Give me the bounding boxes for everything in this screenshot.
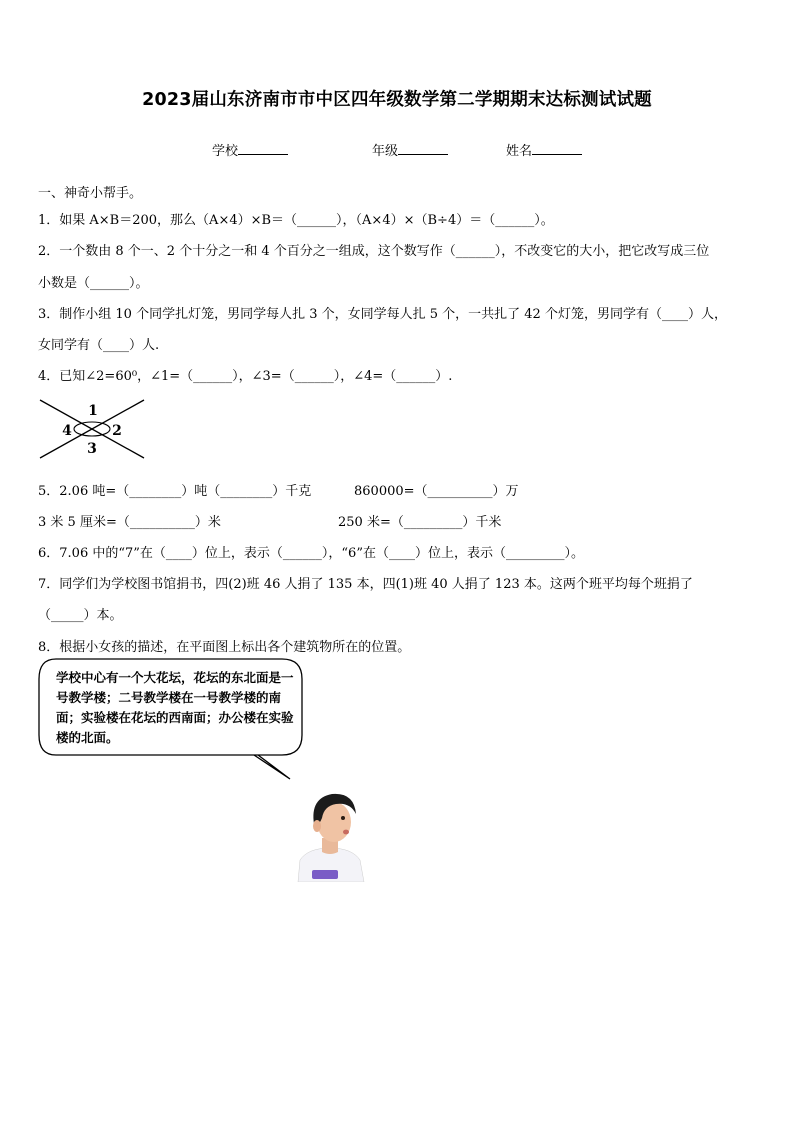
question-8: 8．根据小女孩的描述，在平面图上标出各个建筑物所在的位置。	[38, 640, 411, 655]
girl-shirt-print	[312, 870, 338, 879]
question-7-line-2: （_____）本。	[38, 608, 123, 623]
question-1: 1．如果 A×B＝200，那么（A×4）×B＝（______），（A×4）×（B÷4）＝（______）。	[38, 213, 554, 228]
name-label: 姓名	[506, 144, 533, 159]
angle-label-2: 2	[112, 423, 122, 439]
school-blank[interactable]	[238, 142, 288, 155]
name-blank[interactable]	[532, 142, 582, 155]
girl-illustration	[290, 788, 370, 882]
page-title: 2023届山东济南市市中区四年级数学第二学期期末达标测试试题	[142, 90, 652, 110]
question-2-line-1: 2．一个数由 8 个一、2 个十分之一和 4 个百分之一组成，这个数写作（______），不改变它的大小，把它改写成三位	[38, 244, 710, 259]
name-field	[506, 140, 582, 159]
section-heading: 一、神奇小帮手。	[38, 186, 143, 201]
question-6: 6．7.06 中的“7”在（____）位上，表示（______），“6”在（____）位上，表示（_________）。	[38, 546, 584, 561]
question-7-line-1: 7．同学们为学校图书馆捐书，四(2)班 46 人捐了 135 本，四(1)班 40 人捐了 123 本。这两个班平均每个班捐了	[38, 577, 693, 592]
girl-mouth	[343, 830, 349, 835]
grade-label: 年级	[372, 144, 399, 159]
girl-ear	[313, 820, 321, 832]
speech-bubble-text: 学校中心有一个大花坛，花坛的东北面是一号教学楼；二号教学楼在一号教学楼的南面；实验楼在花坛的西南面；办公楼在实验楼的北面。	[56, 670, 294, 745]
girl-eye	[341, 816, 345, 820]
angle-diagram	[36, 396, 152, 462]
angle-label-1: 1	[88, 403, 98, 419]
school-label: 学校	[212, 144, 239, 159]
question-5-line-1a: 5．2.06 吨=（________）吨（________）千克	[38, 484, 312, 499]
question-5-line-1b: 860000=（__________）万	[354, 484, 519, 499]
angle-label-3: 3	[87, 441, 97, 457]
question-3-line-2: 女同学有（____）人.	[38, 338, 160, 353]
grade-field	[372, 140, 448, 159]
question-5-line-2a: 3 米 5 厘米=（__________）米	[38, 515, 221, 530]
question-3-line-1: 3．制作小组 10 个同学扎灯笼，男同学每人扎 3 个，女同学每人扎 5 个，一共扎了 42 个灯笼，男同学有（____）人，	[38, 307, 727, 322]
question-5-line-2b: 250 米=（_________）千米	[338, 515, 502, 530]
question-2-line-2: 小数是（______）。	[38, 276, 149, 291]
angle-label-4: 4	[62, 423, 72, 439]
grade-blank[interactable]	[398, 142, 448, 155]
question-4: 4．已知∠2=60⁰，∠1=（______），∠3=（______），∠4=（______）.	[38, 369, 453, 384]
school-field	[212, 140, 288, 159]
